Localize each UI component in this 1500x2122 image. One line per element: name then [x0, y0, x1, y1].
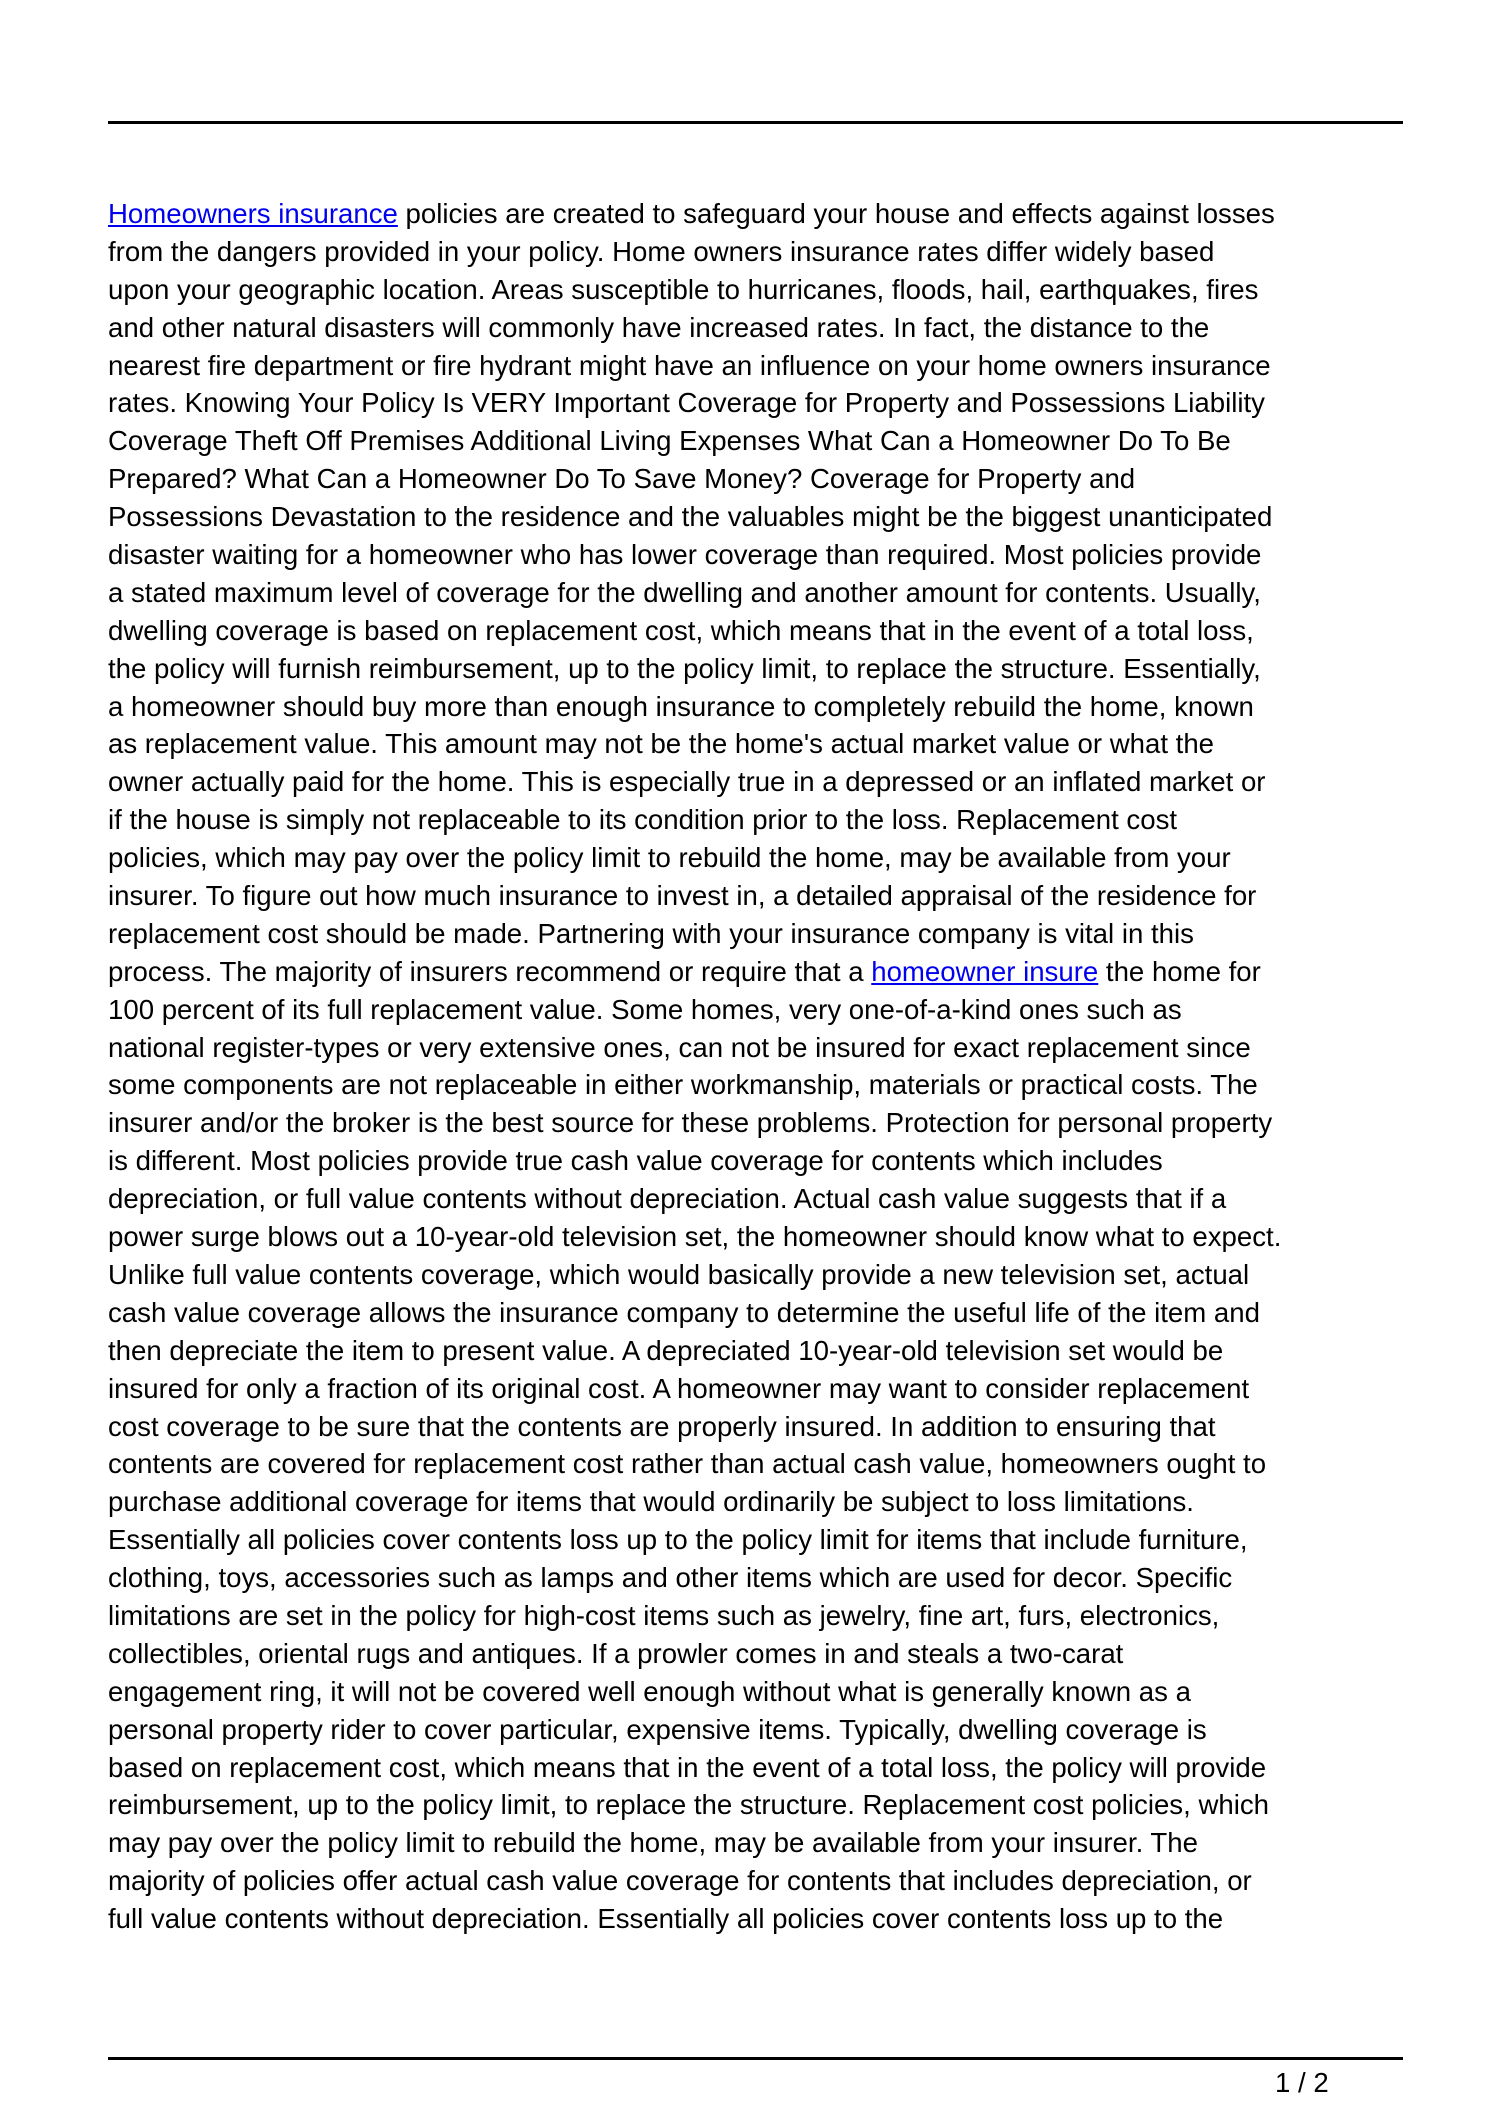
text-segment: policies are created to safeguard your house and effects against losses: [397, 198, 1275, 229]
text-segment: contents are covered for replacement cost rather than actual cash value, homeowners ought to: [108, 1448, 1267, 1480]
text-line: [108, 877, 1428, 915]
text-line: [108, 1749, 1428, 1787]
text-line: [108, 1445, 1428, 1483]
text-line: [108, 422, 1428, 460]
text-segment: policies, which may pay over the policy limit to rebuild the home, may be available from your: [108, 842, 1231, 874]
text-line: [108, 612, 1428, 650]
text-line: [108, 1029, 1428, 1067]
text-segment: then depreciate the item to present value. A depreciated 10-year-old television set would be: [108, 1334, 1224, 1366]
text-line: [108, 1332, 1428, 1370]
text-line: [108, 801, 1428, 839]
text-segment: full value contents without depreciation. Essentially all policies cover contents loss up to the: [108, 1903, 1224, 1935]
text-line: [108, 347, 1428, 385]
text-line: [108, 1066, 1428, 1104]
text-segment: national register-types or very extensive ones, can not be insured for exact replacement since: [108, 1031, 1251, 1063]
text-line: [108, 1900, 1428, 1938]
text-line: [108, 1597, 1428, 1635]
text-segment: Essentially all policies cover contents loss up to the policy limit for items that include furniture,: [108, 1524, 1248, 1556]
text-line: [108, 1256, 1428, 1294]
text-line: [108, 650, 1428, 688]
text-segment: Possessions Devastation to the residence and the valuables might be the biggest unanticipated: [108, 501, 1273, 533]
text-segment: insured for only a fraction of its original cost. A homeowner may want to consider replacement: [108, 1372, 1250, 1404]
text-segment: replacement cost should be made. Partnering with your insurance company is vital in this: [108, 917, 1194, 949]
text-segment: purchase additional coverage for items that would ordinarily be subject to loss limitations.: [108, 1486, 1194, 1518]
text-segment: may pay over the policy limit to rebuild the home, may be available from your insurer. The: [108, 1827, 1198, 1859]
text-line: [108, 1559, 1428, 1597]
text-line: [108, 1673, 1428, 1711]
text-segment: and other natural disasters will commonly have increased rates. In fact, the distance to the: [108, 311, 1210, 343]
text-segment: personal property rider to cover particular, expensive items. Typically, dwelling coverage is: [108, 1713, 1207, 1745]
text-segment: a stated maximum level of coverage for the dwelling and another amount for contents. Usually,: [108, 576, 1261, 608]
text-segment: 100 percent of its full replacement value. Some homes, very one-of-a-kind ones such as: [108, 993, 1182, 1025]
text-line: [108, 1711, 1428, 1749]
text-segment: insurer and/or the broker is the best source for these problems. Protection for personal property: [108, 1107, 1273, 1139]
text-line: [108, 1521, 1428, 1559]
text-line: [108, 839, 1428, 877]
text-segment: reimbursement, up to the policy limit, to replace the structure. Replacement cost policies, which: [108, 1789, 1269, 1821]
text-segment: is different. Most policies provide true cash value coverage for contents which includes: [108, 1145, 1163, 1177]
text-segment: limitations are set in the policy for high-cost items such as jewelry, fine art, furs, electronics,: [108, 1599, 1220, 1631]
text-line: [108, 1104, 1428, 1142]
body-text: [108, 195, 1428, 1938]
text-line: [108, 309, 1428, 347]
text-line: [108, 574, 1428, 612]
text-segment: as replacement value. This amount may not be the home's actual market value or what the: [108, 728, 1215, 760]
text-line: [108, 1635, 1428, 1673]
text-segment: Coverage Theft Off Premises Additional Living Expenses What Can a Homeowner Do To Be: [108, 425, 1231, 457]
text-line: [108, 271, 1428, 309]
text-line: [108, 1142, 1428, 1180]
text-line: [108, 1370, 1428, 1408]
text-line: [108, 536, 1428, 574]
text-segment: based on replacement cost, which means that in the event of a total loss, the policy will provide: [108, 1751, 1267, 1783]
footer-rule: [108, 2057, 1403, 2060]
text-segment: power surge blows out a 10-year-old television set, the homeowner should know what to expect.: [108, 1221, 1282, 1253]
page-number: 1 / 2: [1275, 2067, 1329, 2098]
text-line: [108, 1824, 1428, 1862]
header-rule: [108, 121, 1403, 124]
text-line: [108, 688, 1428, 726]
text-line: [108, 1786, 1428, 1824]
text-segment: collectibles, oriental rugs and antiques. If a prowler comes in and steals a two-carat: [108, 1637, 1124, 1669]
text-line: [108, 460, 1428, 498]
text-segment: depreciation, or full value contents without depreciation. Actual cash value suggests that if a: [108, 1183, 1227, 1215]
text-line: [108, 233, 1428, 271]
text-segment: the policy will furnish reimbursement, up to the policy limit, to replace the structure. Essentially,: [108, 652, 1261, 684]
text-segment: rates. Knowing Your Policy Is VERY Important Coverage for Property and Possessions Liability: [108, 387, 1265, 419]
text-line: [108, 1408, 1428, 1446]
text-line: [108, 1294, 1428, 1332]
text-segment: clothing, toys, accessories such as lamps and other items which are used for decor. Specific: [108, 1562, 1233, 1594]
text-segment: owner actually paid for the home. This is especially true in a depressed or an inflated market or: [108, 766, 1266, 798]
text-line: [108, 1218, 1428, 1256]
text-line: [108, 1862, 1428, 1900]
text-segment: engagement ring, it will not be covered well enough without what is generally known as a: [108, 1675, 1191, 1707]
text-line: [108, 1483, 1428, 1521]
inline-link[interactable]: homeowner insure: [871, 955, 1099, 987]
text-segment: a homeowner should buy more than enough insurance to completely rebuild the home, known: [108, 690, 1254, 722]
inline-link[interactable]: Homeowners insurance: [108, 198, 398, 229]
text-line: [108, 763, 1428, 801]
text-segment: if the house is simply not replaceable to its condition prior to the loss. Replacement cost: [108, 804, 1178, 836]
text-segment: upon your geographic location. Areas susceptible to hurricanes, floods, hail, earthquakes, fires: [108, 273, 1259, 305]
text-segment: the home for: [1098, 955, 1261, 987]
text-segment: dwelling coverage is based on replacement cost, which means that in the event of a total loss,: [108, 614, 1254, 646]
text-line: [108, 195, 1428, 233]
text-segment: Unlike full value contents coverage, which would basically provide a new television set, actual: [108, 1258, 1250, 1290]
text-line: [108, 991, 1428, 1029]
text-segment: cost coverage to be sure that the contents are properly insured. In addition to ensuring that: [108, 1410, 1216, 1442]
text-line: [108, 725, 1428, 763]
text-line: [108, 953, 1428, 991]
text-line: [108, 498, 1428, 536]
text-segment: some components are not replaceable in either workmanship, materials or practical costs. The: [108, 1069, 1258, 1101]
text-segment: nearest fire department or fire hydrant might have an influence on your home owners insurance: [108, 349, 1271, 381]
text-segment: process. The majority of insurers recommend or require that a: [108, 955, 872, 987]
text-line: [108, 915, 1428, 953]
text-segment: disaster waiting for a homeowner who has lower coverage than required. Most policies provide: [108, 539, 1262, 571]
text-line: [108, 1180, 1428, 1218]
text-segment: from the dangers provided in your policy. Home owners insurance rates differ widely based: [108, 235, 1215, 267]
text-segment: cash value coverage allows the insurance company to determine the useful life of the item and: [108, 1296, 1260, 1328]
text-segment: insurer. To figure out how much insurance to invest in, a detailed appraisal of the residence for: [108, 880, 1257, 912]
text-line: [108, 384, 1428, 422]
text-segment: Prepared? What Can a Homeowner Do To Save Money? Coverage for Property and: [108, 463, 1136, 495]
text-segment: majority of policies offer actual cash value coverage for contents that includes depreciation, or: [108, 1865, 1252, 1897]
